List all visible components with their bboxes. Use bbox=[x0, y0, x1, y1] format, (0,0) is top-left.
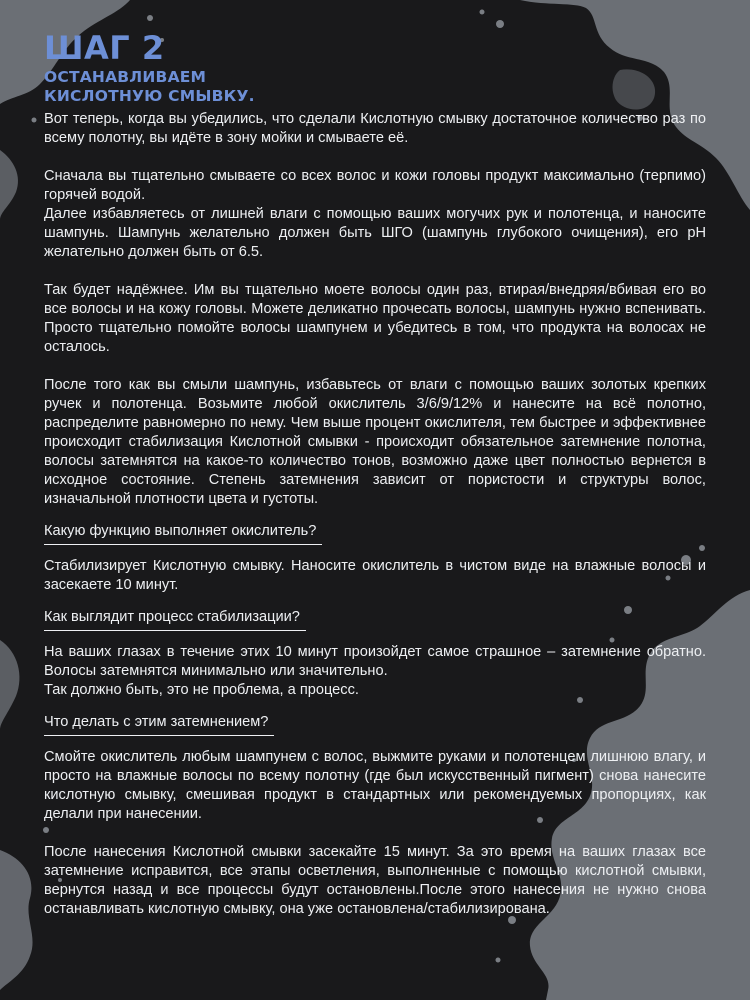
paragraph: Так будет надёжнее. Им вы тщательно моете волосы один раз, втирая/внедряя/вбивая его во все волосы и на кожу головы. Можете деликатно прочесать волосы, шампунь нужно вспенивать. Просто тщательно помойте волосы шампунем и убедитесь в том, что продукта на волосах не осталось. bbox=[44, 282, 706, 355]
question-heading: Что делать с этим затемнением? bbox=[44, 713, 274, 736]
paragraph: Сначала вы тщательно смываете со всех волос и кожи головы продукт максимально (терпимо) горячей водой. bbox=[44, 168, 706, 203]
answer-paragraph: Так должно быть, это не проблема, а процесс. bbox=[44, 682, 359, 698]
step-subtitle: ОСТАНАВЛИВАЕМ КИСЛОТНУЮ СМЫВКУ. bbox=[44, 68, 255, 105]
paragraph: Вот теперь, когда вы убедились, что сделали Кислотную смывку достаточное количество раз по всему полотну, вы идёте в зону мойки и смываете её. bbox=[44, 111, 706, 146]
qa-block-darkening bbox=[44, 700, 706, 919]
article-body bbox=[44, 110, 706, 919]
qa-block-oxidizer bbox=[44, 509, 706, 595]
qa-block-stabilization bbox=[44, 595, 706, 700]
answer-paragraph: Стабилизирует Кислотную смывку. Наносите окислитель в чистом виде на влажные волосы и засекаете 10 минут. bbox=[44, 558, 706, 593]
step-title: ШАГ 2 bbox=[44, 29, 165, 67]
question-heading: Как выглядит процесс стабилизации? bbox=[44, 608, 306, 631]
paragraph: После того как вы смыли шампунь, избавьтесь от влаги с помощью ваших золотых крепких ручек и полотенца. Возьмите любой окислитель 3/6/9/12% и нанесите на всё полотно, распределите равномерно по нему. Чем выше процент окислителя, тем быстрее и эффективнее происходит стабилизация Кислотной смывки - происходит обязательное затемнение полотна, волосы затемнятся на какое-то количество тонов, возможно даже цвет полностью вернется в исходное состояние. Степень затемнения зависит от пористости и структуры волос, изначальной плотности цвета и густоты. bbox=[44, 377, 706, 507]
answer-paragraph: После нанесения Кислотной смывки засекайте 15 минут. За это время на ваших глазах все затемнение исправится, все этапы осветления, выполненные с помощью кислотной смывки, вернутся назад и все процессы будут остановлены.После этого нанесения не нужно снова останавливать кислотную смывку, она уже остановлена/стабилизирована. bbox=[44, 844, 706, 917]
question-heading: Какую функцию выполняет окислитель? bbox=[44, 522, 322, 545]
paragraph: Далее избавляетесь от лишней влаги с помощью ваших могучих рук и полотенца, и наносите шампунь. Шампунь желательно должен быть ШГО (шампунь глубокого очищения), его pH желательно должен быть от 6.5. bbox=[44, 206, 706, 260]
answer-paragraph: На ваших глазах в течение этих 10 минут произойдет самое страшное – затемнение обратно. Волосы затемнятся минимально или значительно. bbox=[44, 644, 706, 679]
answer-paragraph: Смойте окислитель любым шампунем с волос, выжмите руками и полотенцем лишнюю влагу, и просто на влажные волосы по всему полотну (где был искусственный пигмент) снова нанесите кислотную смывку, смешивая продукт в стандартных или рекомендуемых пропорциях, как делали при нанесении. bbox=[44, 749, 706, 822]
